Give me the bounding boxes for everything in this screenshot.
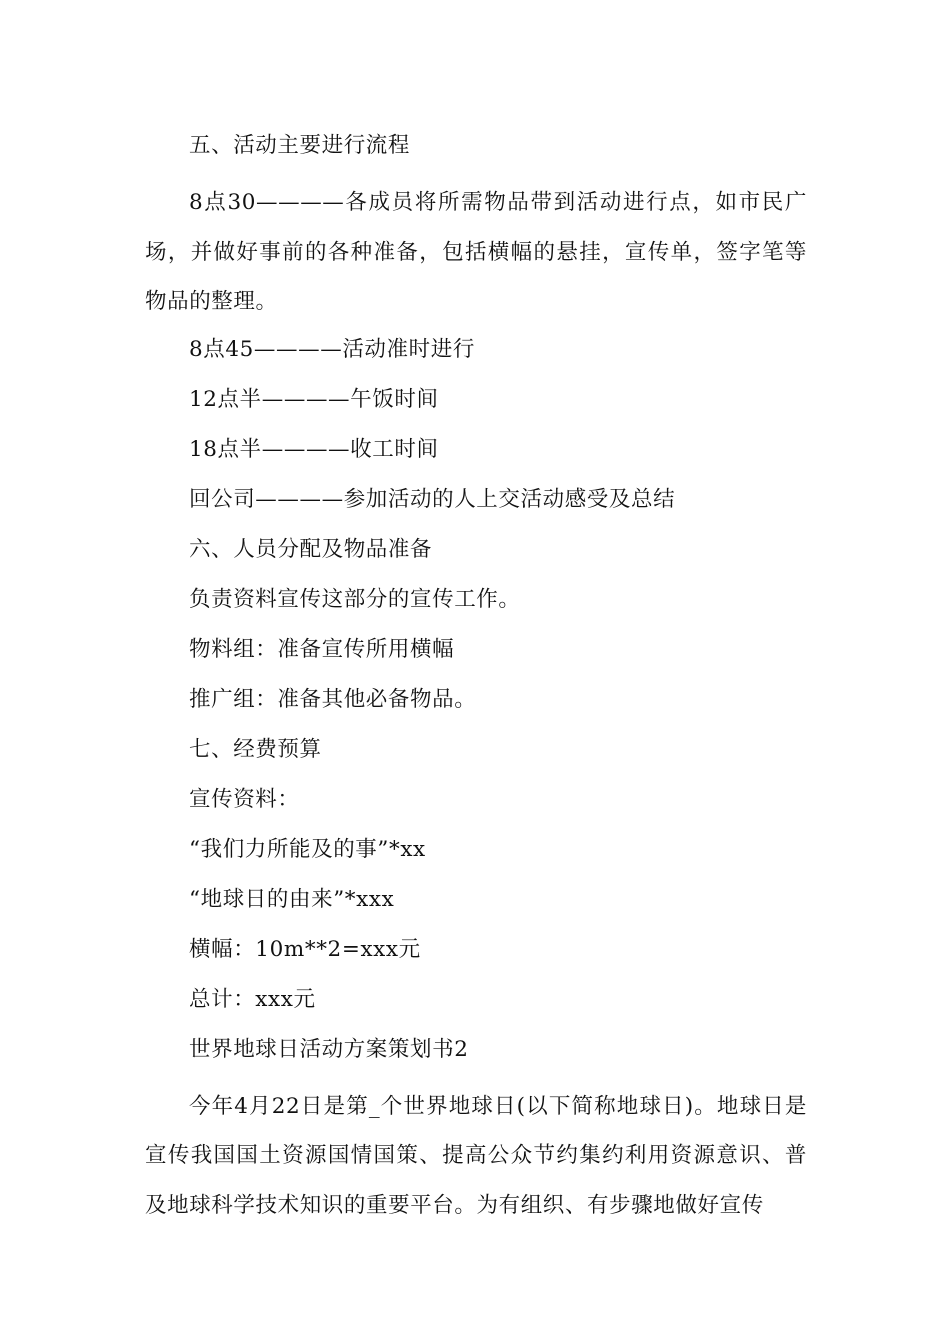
paragraph-budget-total: 总计：xxx元 bbox=[189, 986, 316, 1012]
paragraph-materials-group: 物料组：准备宣传所用横幅 bbox=[189, 636, 455, 662]
paragraph-publicity-duty: 负责资料宣传这部分的宣传工作。 bbox=[189, 586, 521, 612]
document-body bbox=[145, 128, 807, 1235]
paragraph-schedule-0845: 8点45————活动准时进行 bbox=[189, 336, 475, 362]
paragraph-schedule-1830: 18点半————收工时间 bbox=[189, 436, 439, 462]
paragraph-earth-day-intro: 今年4月22日是第_个世界地球日(以下简称地球日)。地球日是宣传我国国土资源国情国策、提高公众节约集约利用资源意识、普及地球科学技术知识的重要平台。为有组织、有步骤地做好宣传 bbox=[145, 1093, 807, 1218]
paragraph-schedule-1230: 12点半————午饭时间 bbox=[189, 386, 439, 412]
section-heading-budget: 七、经费预算 bbox=[189, 736, 322, 762]
section-heading-process: 五、活动主要进行流程 bbox=[189, 133, 411, 158]
paragraph-promotion-group: 推广组：准备其他必备物品。 bbox=[189, 686, 477, 712]
paragraph-schedule-0830: 8点30————各成员将所需物品带到活动进行点，如市民广场，并做好事前的各种准备，包括横幅的悬挂，宣传单，签字笔等物品的整理。 bbox=[145, 190, 807, 314]
paragraph-schedule-return: 回公司————参加活动的人上交活动感受及总结 bbox=[189, 486, 676, 512]
section-heading-staffing: 六、人员分配及物品准备 bbox=[189, 536, 433, 562]
paragraph-budget-item-1: “我们力所能及的事”*xx bbox=[189, 836, 426, 862]
document-title-2: 世界地球日活动方案策划书2 bbox=[189, 1036, 469, 1062]
paragraph-budget-banner: 横幅：10m**2=xxx元 bbox=[189, 936, 421, 962]
paragraph-budget-item-2: “地球日的由来”*xxx bbox=[189, 886, 395, 912]
paragraph-publicity-materials: 宣传资料： bbox=[189, 786, 300, 812]
